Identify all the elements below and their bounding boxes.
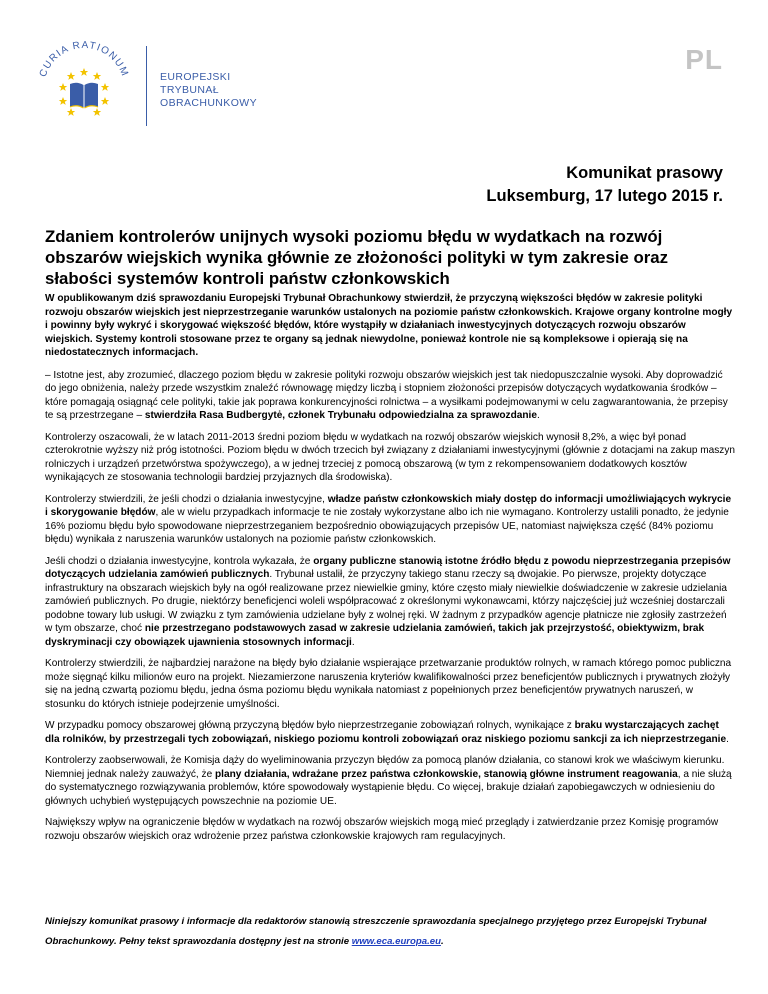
bold-run: braku wystarczających zachęt dla rolników, by przestrzegali tych zobowiązań, niskiego poziomu kontroli zobowiązań oraz niskiego poziomu sankcji za ich nieprzestrzeganie [45,720,727,745]
language-code: PL [685,44,723,75]
text-run: Największy wpływ na ograniczenie błędów w wydatkach na rozwój obszarów wiejskich mogą mieć przeglądy i zatwierdzanie przez Komisję programów rozwoju obszarów wiejskich oraz wdrożenie przez państwa członkowskie krajowych ram regulacyjnych. [45,817,719,842]
body-paragraph [45,555,735,650]
body-paragraph [45,493,735,547]
logo-arc-text: CURIA RATIONUM [37,39,131,79]
text-run: , ale w wielu przypadkach informacje te nie zostały wykorzystane albo ich nie wymagano. Kontrolerzy ustalili ponadto, że jedynie 16% poziomu błędu było spowodowane nieprzestrzeganiem bezpośrednio obowiązujących przepisów UE, natomiast największa część (84% poziomu błędu) wynikała z naruszenia warunków ustalonych na poziomie państw członkowskich. [45,507,729,545]
body-paragraph [45,431,735,485]
press-release-place-date: Luksemburg, 17 lutego 2015 r. [486,187,723,205]
bold-run: organy publiczne stanowią istotne źródło błędu z powodu nieprzestrzegania przepisów dotyczących udzielania zamówień publicznych [45,555,731,580]
body-paragraph [45,369,735,423]
bold-run: władze państw członkowskich miały dostęp do informacji umożliwiających wykrycie i skorygowanie błędów [45,493,732,518]
text-run: . [351,636,355,648]
body-paragraph [45,816,735,843]
text-run: Kontrolerzy stwierdzili, że najbardziej narażone na błędy było działanie wspierające przetwarzanie produktów rolnych, w ramach którego pomoc publiczna może sięgnąć kilku milionów euro na projekt. Niezamierzone naruszenia kryteriów kwalifikowalności przez beneficjentów publicznych i prywatnych złożyły się na jedną czwartą poziomu błędu, jedna ósma poziomu błędu wynikała natomiast z popełnionych przez beneficjentów prywatnych naruszeń, w stosunku do których istnieje podejrzenie umyślności. [45,658,732,710]
logo-divider [146,46,147,126]
text-run: . Trybunał ustalił, że przyczyny takiego stanu rzeczy są dwojakie. Po pierwsze, projekty dotyczące infrastruktury na obszarach wiejskich były na ogół realizowane przez niewielkie gminy, które często miały niewielkie doświadczenie w zakresie udzielania zamówień publicznych. Po drugie, niektórzy beneficjenci woleli współpracować z określonymi wykonawcami, którzy najczęściej już wcześniej dostarczali podobne towary lub usługi. W związku z tym zamówienia udzielane były z wolnej ręki. W żadnym z przypadków agencje płatnicze nie zgłosiły zastrzeżeń w tym obszarze, choć [45,569,728,634]
text-run: Kontrolerzy oszacowali, że w latach 2011-2013 średni poziom błędu w wydatkach na rozwój obszarów wiejskich wynosił 8,2%, a więc był ponad czterokrotnie wyższy niż próg istotności. Poziom błędu w dwóch trzecich był związany z działaniami inwestycyjnymi (głównie z dotacjami na zakup maszyn rolniczych i urządzeń przetwórstwa spożywczego), a w jednej trzeciej z pomocą obszarową (w tym z rekompensowaniem dodatkowych kosztów wynikających ze stosowania technologii bardziej przyjaznych dla środowiska). [45,431,736,483]
lead-paragraph: W opublikowanym dziś sprawozdaniu Europejski Trybunał Obrachunkowy stwierdził, że przyczyną większości błędów w zakresie polityki rozwoju obszarów wiejskich jest nieprzestrzeganie warunków ustalonych na poziomie państw członkowskich. Krajowe organy kontrolne mogły i powinny były wykryć i skorygować większość błędów, które wystąpiły w działaniach inwestycyjnych dotyczących rozwoju obszarów wiejskich. Systemy kontroli stosowane przez te organy są jednak niewydolne, ponieważ kontrole nie są kompleksowe i opierają się na niedostatecznych informacjach. [45,293,733,358]
eca-logo [24,26,144,126]
bold-run: stwierdziła Rasa Budbergytė, członek Trybunału odpowiedzialna za sprawozdanie [144,410,537,421]
text-run: , a nie służą do systematycznego rozwiązywania problemów, które spowodowały wystąpienie błędu. Co więcej, brakuje działań zapobiegawczych w odniesieniu do głównych uchybień występujących powszechnie na poziomie UE. [45,768,732,807]
footer-text: Niniejszy komunikat prasowy i informacje dla redaktorów stanowią streszczenie sprawozdania specjalnego przyjętego przez Europejski Trybunał Obrachunkowy. Pełny tekst sprawozdania dostępny jest na stronie [45,916,707,947]
press-release-info [486,162,723,208]
text-run: – Istotne jest, aby zrozumieć, dlaczego poziom błędu w zakresie polityki rozwoju obszarów wiejskich jest tak niedopuszczalnie wysoki. Aby doprowadzić do jego obniżenia, należy przede wszystkim znaleźć równowagę między liczbą i stopniem złożoności przepisów dotyczących wydatkowania środków – które pomagają osiągnąć cele polityki, takie jak poprawa konkurencyjności rolnictwa – a wysiłkami podejmowanymi w celu zagwarantowania, że przepisy te są przestrzegane – [45,369,728,421]
organization-name [160,71,257,110]
headline: Zdaniem kontrolerów unijnych wysoki poziomu błędu w wydatkach na rozwój obszarów wiejskich wynika głównie ze złożoności polityki w tym zakresie oraz słabości systemów kontroli państw członkowskich [45,227,668,288]
body-paragraph [45,657,735,711]
logo-stars [59,68,109,116]
eca-logo-icon [24,26,144,126]
text-run: Kontrolerzy zaobserwowali, że Komisja dąży do wyeliminowania przyczyn błędów za pomocą planów działania, co stanowi krok we właściwym kierunku. Niemniej jednak należy zauważyć, że [45,755,725,780]
body-paragraphs [45,369,735,844]
footer-end: . [440,936,444,947]
text-run: . [726,733,729,745]
press-release-type: Komunikat prasowy [566,164,723,182]
logo-book [70,83,98,108]
organization-name-line: EUROPEJSKI [160,71,231,83]
footer-note [45,912,735,952]
eca-website-link[interactable]: www.eca.europa.eu [351,936,441,947]
organization-name-line: OBRACHUNKOWY [160,97,257,109]
bold-run: nie przestrzegano podstawowych zasad w zakresie udzielania zamówień, takich jak przejrzystość, obiektywizm, brak dyskryminacji czy obowiązek ujawnienia stosownych informacji [45,623,705,648]
text-run: W przypadku pomocy obszarowej główną przyczyną błędów było nieprzestrzeganie zobowiązań rolnych, wynikające z [45,720,575,731]
article-body [45,292,735,851]
text-run: Kontrolerzy stwierdzili, że jeśli chodzi o działania inwestycyjne, [45,493,328,505]
text-run: Jeśli chodzi o działania inwestycyjne, kontrola wykazała, że [45,555,314,567]
organization-name-line: TRYBUNAŁ [160,84,220,96]
bold-run: plany działania, wdrażane przez państwa członkowskie, stanowią główne instrument reagowania [215,768,678,780]
text-run: . [536,410,540,421]
body-paragraph [45,754,735,808]
body-paragraph [45,719,735,746]
